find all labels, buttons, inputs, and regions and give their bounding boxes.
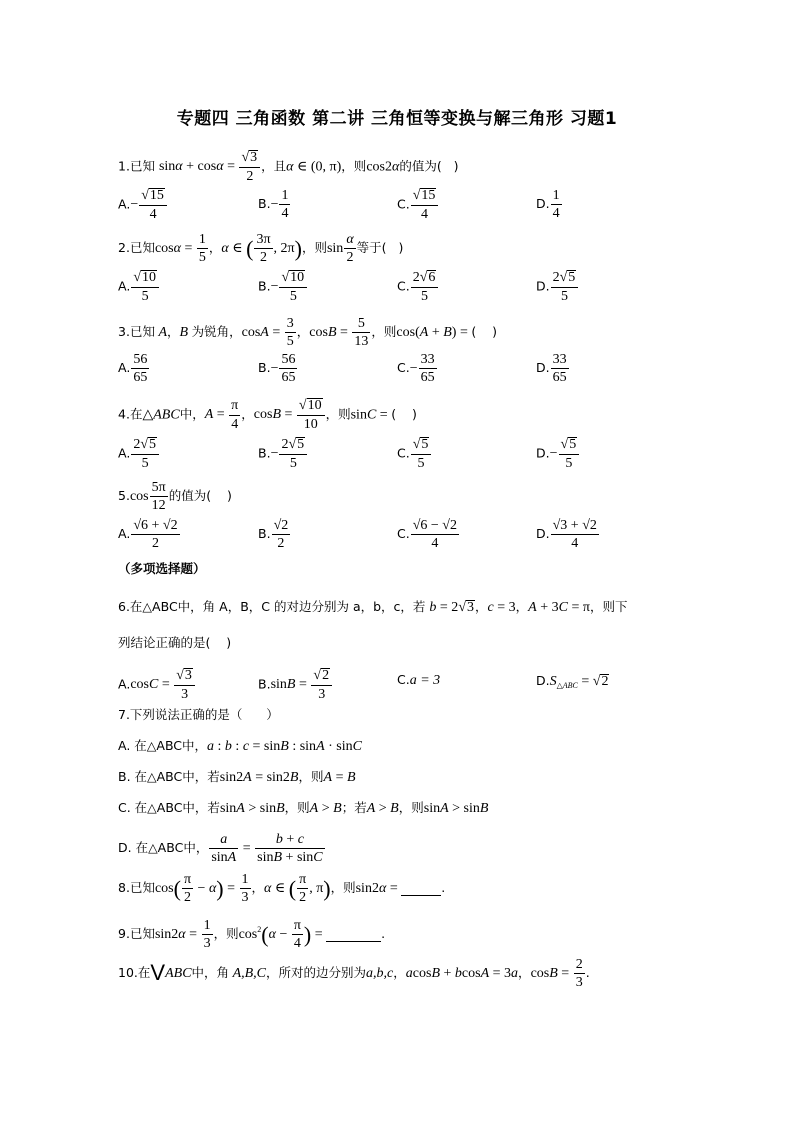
q6-option-a[interactable]: A.cosC = $\frac{√3}{3}$: [118, 668, 196, 702]
question-6: 6.在△ABC中，角 A，B，C 的对边分别为 a，b，c，若 b = 2√3，c = 3，A + 3C = π，则下: [118, 599, 628, 615]
q8-answer-blank[interactable]: [401, 882, 441, 896]
q6-option-b[interactable]: B.sinB = $\frac{√2}{3}$: [258, 668, 333, 702]
section-multi-choice: （多项选择题）: [118, 561, 206, 576]
q1-option-b[interactable]: B.− $\frac{1}{4}$: [258, 188, 289, 222]
question-2: 2.已知cosα = $\frac{1}{5}$ ，α ∈ ( $\frac{3\pi}{2}$ , 2π)，则sin $\frac{\alpha}{2}$ 等于( ): [118, 232, 404, 266]
question-10: 10.在VABC中，角 A,B,C，所对的边分别为a,b,c，acosB + bcosA = 3a，cosB = $\frac{2}{3}$ .: [118, 957, 590, 991]
q5-option-d[interactable]: D. $\frac{√3 + √2}{4}$: [536, 518, 597, 552]
q2-option-c[interactable]: C. $\frac{2√6}{5}$: [397, 270, 439, 304]
page-title: 专题四 三角函数 第二讲 三角恒等变换与解三角形 习题1: [176, 109, 618, 129]
question-9: 9.已知sin2α = $\frac{1}{3}$ ，则$\cos^2(\alpha$ − $\frac{\pi}{4}$ ) = .: [118, 918, 386, 952]
q2-option-d[interactable]: D. $\frac{2√5}{5}$: [536, 270, 579, 304]
q2-option-b[interactable]: B.− $\frac{√10}{5}$: [258, 270, 308, 304]
q6-option-c[interactable]: C.a = 3: [397, 672, 441, 688]
q7-option-b[interactable]: B. 在△ABC中，若sin2A = sin2B，则A = B: [118, 769, 356, 785]
q1-equation: sinα + cosα = $\frac{√3}{2}$: [159, 159, 261, 174]
question-5: 5.cos $\frac{5\pi}{12}$ 的值为( ): [118, 480, 232, 514]
q1-option-a[interactable]: A.− $\frac{√15}{4}$: [118, 188, 168, 222]
question-7: 7.下列说法正确的是（ ）: [118, 707, 279, 722]
q3-option-d[interactable]: D. $\frac{33}{65}$: [536, 352, 567, 386]
q4-option-d[interactable]: D.− $\frac{√5}{5}$: [536, 437, 580, 471]
q1-option-d[interactable]: D. $\frac{1}{4}$: [536, 188, 560, 222]
q7-option-c[interactable]: C. 在△ABC中，若sinA > sinB，则A > B；若A > B，则sinA > sinB: [118, 800, 489, 816]
q1-option-c[interactable]: C. $\frac{√15}{4}$: [397, 188, 439, 222]
q4-option-a[interactable]: A. $\frac{2√5}{5}$: [118, 437, 160, 471]
question-1: 1.已知 sinα + cosα = $\frac{√3}{2}$ ，且α ∈ (0, π)，则cos2α的值为( ): [118, 150, 459, 184]
question-4: 4.在△ABC中，A = $\frac{\pi}{4}$ ，cosB = $\frac{√10}{10}$ ，则sinC = ( ): [118, 398, 417, 432]
q7-option-d[interactable]: D. 在△ABC中， $\frac{a}{\sin A}$ = $\frac{b + c}{\sin B + \sin C}$: [118, 832, 323, 866]
q7-option-a[interactable]: A. 在△ABC中，a : b : c = sinB : sinA · sinC: [118, 738, 362, 754]
q4-option-c[interactable]: C. $\frac{√5}{5}$: [397, 437, 432, 471]
question-3: 3.已知 A，B 为锐角，cosA = $\frac{3}{5}$ ，cosB = $\frac{5}{13}$ ，则cos(A + B) = ( ): [118, 316, 498, 350]
q9-answer-blank[interactable]: [326, 928, 381, 942]
q5-option-c[interactable]: C. $\frac{√6 - √2}{4}$: [397, 518, 457, 552]
question-8: 8.已知cos( $\frac{\pi}{2}$ − α) = $\frac{1}{3}$ ，α ∈ ( $\frac{\pi}{2}$ , π)，则sin2α = .: [118, 872, 446, 906]
q3-option-b[interactable]: B.− $\frac{56}{65}$: [258, 352, 296, 386]
q3-option-c[interactable]: C.− $\frac{33}{65}$: [397, 352, 435, 386]
q5-option-a[interactable]: A. $\frac{√6 + √2}{2}$: [118, 518, 178, 552]
q4-option-b[interactable]: B.− $\frac{2√5}{5}$: [258, 437, 308, 471]
q5-option-b[interactable]: B. $\frac{√2}{2}$: [258, 518, 289, 552]
q6-option-d[interactable]: $D.S_{\triangle ABC} = √2$: [536, 673, 609, 690]
q2-option-a[interactable]: A. $\frac{√10}{5}$: [118, 270, 160, 304]
q3-option-a[interactable]: A. $\frac{56}{65}$: [118, 352, 148, 386]
question-6-line2: 列结论正确的是( ): [118, 635, 232, 650]
